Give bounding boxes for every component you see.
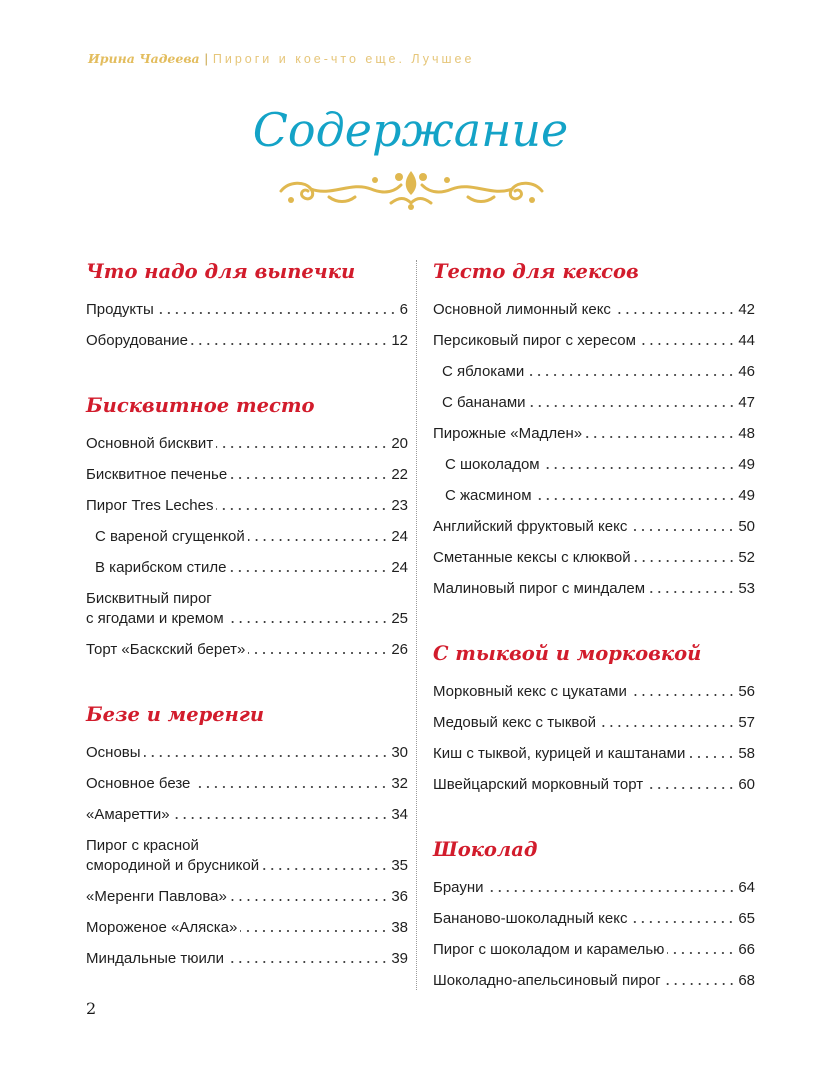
toc-entry[interactable] <box>86 949 408 969</box>
header-book-title: Пироги и кое-что еще. Лучшее <box>212 52 475 66</box>
toc-entry[interactable] <box>433 486 755 506</box>
toc-entry-label: Шоколадно-апельсиновый пирог <box>433 972 661 989</box>
toc-entry-page: 65 <box>738 910 755 927</box>
dot-leader <box>191 341 388 347</box>
toc-entry[interactable] <box>433 548 755 568</box>
toc-entry[interactable] <box>433 909 755 929</box>
toc-entry-page: 24 <box>391 528 408 545</box>
toc-entry-page: 49 <box>738 487 755 504</box>
toc-entry-label: Малиновый пирог с миндалем <box>433 580 646 597</box>
toc-entry[interactable] <box>86 465 408 485</box>
toc-entry-label: Английский фруктовый кекс <box>433 518 628 535</box>
toc-entry-label: Мороженое «Аляска» <box>86 919 238 936</box>
toc-entry-label: Основной лимонный кекс <box>433 301 611 318</box>
toc-entry-label: Морковный кекс с цукатами <box>433 683 627 700</box>
toc-entry-label: Киш с тыквой, курицей и каштанами <box>433 745 686 762</box>
toc-entry-page: 50 <box>738 518 755 535</box>
toc-entry[interactable] <box>433 300 755 320</box>
section-title: Безе и меренги <box>86 703 265 726</box>
toc-entry[interactable] <box>433 331 755 351</box>
toc-entry-page: 64 <box>738 879 755 896</box>
toc-entry-label: В карибском стиле <box>95 559 227 576</box>
toc-entry[interactable] <box>86 887 408 907</box>
section-gap <box>86 362 408 392</box>
dot-leader <box>614 310 735 316</box>
toc-entry-label: С вареной сгущенкой <box>95 528 245 545</box>
toc-entry[interactable] <box>86 589 408 629</box>
toc-entry[interactable] <box>86 558 408 578</box>
dot-leader <box>227 959 388 965</box>
toc-entry-page: 36 <box>391 888 408 905</box>
dot-leader <box>630 527 735 533</box>
toc-entry-page: 60 <box>738 776 755 793</box>
toc-entry-label: Торт «Баскский берет» <box>86 641 246 658</box>
toc-entry-page: 39 <box>391 950 408 967</box>
section-title: Что надо для выпечки <box>86 260 356 283</box>
toc-entry[interactable] <box>433 393 755 413</box>
toc-entry-label: Основы <box>86 744 141 761</box>
dot-leader <box>664 981 736 987</box>
toc-entry-label: Бананово-шоколадный кекс <box>433 910 628 927</box>
toc-entry-label: Пирог Tres Leches <box>86 497 214 514</box>
toc-entry[interactable] <box>86 434 408 454</box>
dot-leader <box>248 537 389 543</box>
column-divider <box>416 260 417 990</box>
header-author: Ирина Чадеева <box>88 51 200 66</box>
section-title: Шоколад <box>433 838 538 861</box>
toc-entry[interactable] <box>86 331 408 351</box>
toc-entry-label: Миндальные тюили <box>86 950 225 967</box>
gold-flourish-ornament-icon <box>271 167 552 212</box>
toc-entry-page: 53 <box>738 580 755 597</box>
toc-entry[interactable] <box>86 496 408 516</box>
toc-entry[interactable] <box>86 640 408 660</box>
toc-entry[interactable] <box>433 971 755 991</box>
toc-entry-label: С жасмином <box>445 487 532 504</box>
toc-entry-page: 66 <box>738 941 755 958</box>
toc-entry-label: Бисквитный пирог с ягодами и кремом <box>86 590 224 627</box>
toc-entry-page: 34 <box>391 806 408 823</box>
dot-leader <box>648 589 735 595</box>
section-gap <box>433 610 755 640</box>
toc-entry-page: 22 <box>391 466 408 483</box>
header-separator: | <box>204 52 208 66</box>
toc-entry-page: 26 <box>391 641 408 658</box>
dot-leader <box>240 928 388 934</box>
toc-entry-page: 24 <box>391 559 408 576</box>
toc-entry[interactable] <box>433 744 755 764</box>
toc-entry-label: Швейцарский морковный торт <box>433 776 644 793</box>
toc-entry-label: Бисквитное печенье <box>86 466 228 483</box>
dot-leader <box>667 950 735 956</box>
toc-entry-label: С яблоками <box>442 363 525 380</box>
toc-entry-page: 46 <box>738 363 755 380</box>
toc-entry[interactable] <box>433 713 755 733</box>
dot-leader <box>229 568 388 574</box>
toc-entry[interactable] <box>86 527 408 547</box>
toc-entry-label: «Меренги Павлова» <box>86 888 227 905</box>
toc-entry-page: 23 <box>391 497 408 514</box>
toc-column-right <box>433 258 755 1002</box>
toc-entry[interactable] <box>433 362 755 382</box>
toc-entry-label: «Амаретти» <box>86 806 170 823</box>
toc-entry-page: 68 <box>738 972 755 989</box>
toc-entry[interactable] <box>86 918 408 938</box>
toc-entry[interactable] <box>433 940 755 960</box>
toc-entry-page: 56 <box>738 683 755 700</box>
toc-entry-page: 32 <box>391 775 408 792</box>
toc-entry-page: 25 <box>391 610 408 627</box>
toc-entry-page: 12 <box>391 332 408 349</box>
dot-leader <box>646 785 735 791</box>
toc-entry[interactable] <box>86 836 408 876</box>
dot-leader <box>634 558 736 564</box>
toc-entry[interactable] <box>86 774 408 794</box>
toc-entry-label: С шоколадом <box>445 456 540 473</box>
toc-entry-page: 52 <box>738 549 755 566</box>
section-gap <box>433 806 755 836</box>
toc-entry[interactable] <box>433 424 755 444</box>
toc-entry-page: 38 <box>391 919 408 936</box>
toc-entry-page: 30 <box>391 744 408 761</box>
toc-entry-page: 48 <box>738 425 755 442</box>
dot-leader <box>157 310 397 316</box>
toc-entry-page: 44 <box>738 332 755 349</box>
dot-leader <box>193 784 388 790</box>
toc-entry-page: 57 <box>738 714 755 731</box>
dot-leader <box>230 475 388 481</box>
toc-entry-label: Сметанные кексы с клюквой <box>433 549 631 566</box>
toc-entry-page: 6 <box>399 301 408 318</box>
dot-leader <box>487 888 736 894</box>
toc-entry-label: Основное безе <box>86 775 191 792</box>
toc-entry[interactable] <box>433 579 755 599</box>
toc-entry-page: 58 <box>738 745 755 762</box>
dot-leader <box>173 815 389 821</box>
toc-entry[interactable] <box>433 517 755 537</box>
dot-leader <box>216 444 388 450</box>
toc-entry-label: Пирог с шоколадом и карамелью <box>433 941 665 958</box>
toc-entry[interactable] <box>433 878 755 898</box>
dot-leader <box>144 753 389 759</box>
toc-entry-page: 20 <box>391 435 408 452</box>
page-title: Содержание <box>252 103 569 157</box>
toc-entry[interactable] <box>86 300 408 320</box>
toc-entry[interactable] <box>86 805 408 825</box>
section-title: Бисквитное тесто <box>86 394 315 417</box>
dot-leader <box>639 341 735 347</box>
section-title: Тесто для кексов <box>433 260 639 283</box>
toc-entry-label: Брауни <box>433 879 484 896</box>
dot-leader <box>535 496 736 502</box>
dot-leader <box>216 506 388 512</box>
toc-entry-label: Пирожные «Мадлен» <box>433 425 583 442</box>
dot-leader <box>529 403 736 409</box>
toc-entry-label: Пирог с красной смородиной и брусникой <box>86 837 260 874</box>
toc-entry-label: Персиковый пирог с хересом <box>433 332 636 349</box>
dot-leader <box>630 692 735 698</box>
dot-leader <box>527 372 735 378</box>
dot-leader <box>585 434 735 440</box>
toc-entry-page: 35 <box>391 857 408 874</box>
dot-leader <box>543 465 736 471</box>
toc-entry[interactable] <box>433 775 755 795</box>
toc-entry[interactable] <box>433 682 755 702</box>
toc-column-left <box>86 258 408 980</box>
dot-leader <box>227 619 389 625</box>
running-head <box>88 51 474 67</box>
toc-entry-label: Основной бисквит <box>86 435 214 452</box>
toc-entry-label: С бананами <box>442 394 526 411</box>
dot-leader <box>248 650 388 656</box>
dot-leader <box>262 866 388 872</box>
toc-entry[interactable] <box>86 743 408 763</box>
dot-leader <box>599 723 735 729</box>
dot-leader <box>630 919 735 925</box>
section-gap <box>86 671 408 701</box>
toc-entry-page: 42 <box>738 301 755 318</box>
toc-entry[interactable] <box>433 455 755 475</box>
toc-entry-page: 47 <box>738 394 755 411</box>
toc-entry-page: 49 <box>738 456 755 473</box>
page-number: 2 <box>86 999 97 1018</box>
section-title: С тыквой и морковкой <box>433 642 702 665</box>
dot-leader <box>230 897 388 903</box>
toc-entry-label: Оборудование <box>86 332 189 349</box>
toc-entry-label: Медовый кекс с тыквой <box>433 714 596 731</box>
dot-leader <box>688 754 735 760</box>
toc-entry-label: Продукты <box>86 301 154 318</box>
